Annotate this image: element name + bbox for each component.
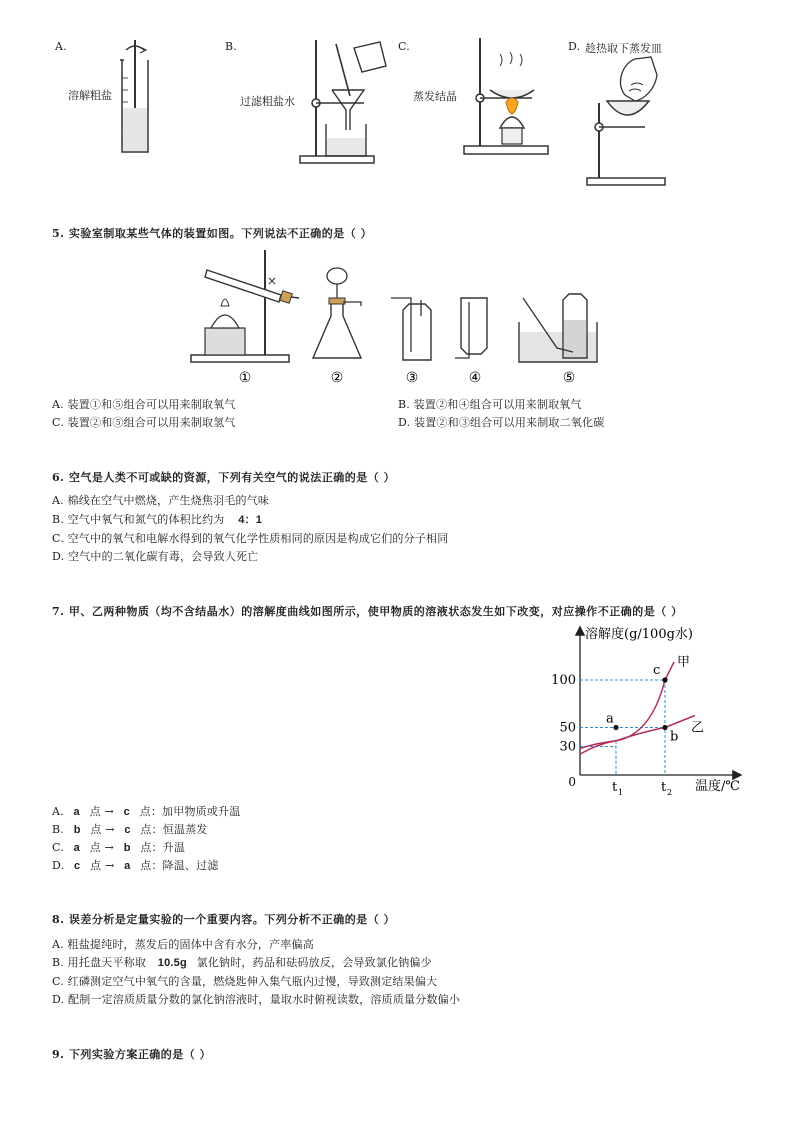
q8-option-c: C. 红磷测定空气中氧气的含量，燃烧匙伸入集气瓶内过慢，导致测定结果偏大 bbox=[52, 975, 438, 988]
q7-option-d-arrow: 点 → bbox=[90, 859, 115, 872]
q8-option-d: D. 配制一定溶质质量分数的氯化钠溶液时，量取水时俯视读数，溶质质量分数偏小 bbox=[52, 993, 461, 1006]
apparatus-label-5: ⑤ bbox=[562, 370, 576, 386]
point-a bbox=[613, 725, 618, 730]
dissolving-figure bbox=[110, 38, 160, 158]
solubility-chart bbox=[545, 620, 750, 800]
point-c bbox=[662, 677, 667, 682]
origin-label: 0 bbox=[568, 775, 576, 789]
q4-option-d-letter: D. bbox=[568, 40, 581, 53]
q4-option-b-letter: B. bbox=[225, 40, 237, 53]
q4-option-d-label: 趁热取下蒸发皿 bbox=[585, 42, 662, 55]
x-tick-sub-t2: 2 bbox=[667, 788, 673, 797]
q7-option-d bbox=[52, 857, 219, 873]
q7-option-b-text: 点：恒温蒸发 bbox=[140, 823, 208, 836]
q8-option-b-suffix: 氯化钠时，药品和砝码放反，会导致氯化钠偏少 bbox=[196, 956, 432, 969]
q4-option-b-label: 过滤粗盐水 bbox=[240, 95, 295, 108]
q5-option-c: C. 装置②和⑤组合可以用来制取氢气 bbox=[52, 416, 236, 429]
point-label-a: a bbox=[606, 711, 614, 727]
apparatus-label-1: ① bbox=[238, 370, 252, 386]
q7-option-c-letter: C. bbox=[52, 841, 64, 854]
x-tick-label-t1: t bbox=[612, 780, 618, 795]
point-b bbox=[662, 725, 667, 730]
q4-option-a-label: 溶解粗盐 bbox=[68, 89, 112, 102]
q7-option-c bbox=[52, 839, 185, 855]
q8-stem: 8. 误差分析是定量实验的一个重要内容。下列分析不正确的是（ ） bbox=[52, 913, 396, 926]
filtration-figure bbox=[298, 38, 398, 166]
q8-option-b-mass: 10.5g bbox=[157, 957, 187, 969]
q7-option-a bbox=[52, 803, 240, 819]
evaporation-figure bbox=[462, 36, 552, 158]
x-tick-label-t2: t bbox=[661, 780, 667, 795]
q7-option-d-text: 点：降温、过滤 bbox=[140, 859, 219, 872]
q7-option-a-from: a bbox=[73, 806, 80, 818]
apparatus-4 bbox=[455, 298, 487, 358]
q7-option-c-from: a bbox=[73, 842, 80, 854]
apparatus-3 bbox=[391, 298, 431, 360]
q7-option-b-from: b bbox=[73, 824, 81, 836]
q5-option-b: B. 装置②和④组合可以用来制取氧气 bbox=[398, 398, 582, 411]
series-label-jia: 甲 bbox=[677, 655, 691, 670]
q7-option-a-letter: A. bbox=[52, 805, 64, 818]
q9-stem: 9. 下列实验方案正确的是（ ） bbox=[52, 1048, 212, 1061]
series-label-yi: 乙 bbox=[691, 720, 705, 736]
q6-option-d: D. 空气中的二氧化碳有毒，会导致人死亡 bbox=[52, 550, 259, 563]
apparatus-5 bbox=[519, 294, 597, 362]
remove-dish-figure bbox=[585, 55, 670, 188]
q6-option-b-ratio: 4：1 bbox=[238, 514, 263, 526]
apparatus-1 bbox=[191, 250, 299, 362]
y-axis-label: 溶解度(g/100g水) bbox=[585, 627, 693, 642]
q8-option-b bbox=[52, 954, 432, 970]
y-tick-label-30: 30 bbox=[559, 739, 576, 755]
y-tick-label-100: 100 bbox=[551, 673, 576, 688]
q4-option-c-label: 蒸发结晶 bbox=[413, 90, 457, 103]
apparatus-label-2: ② bbox=[330, 370, 344, 386]
q7-option-d-to: a bbox=[124, 860, 131, 872]
q7-stem: 7. 甲、乙两种物质（均不含结晶水）的溶解度曲线如图所示，使甲物质的溶液状态发生如下改变，对应操作不正确的是（ ） bbox=[52, 605, 683, 618]
q8-option-a: A. 粗盐提纯时，蒸发后的固体中含有水分，产率偏高 bbox=[52, 938, 314, 951]
point-label-b: b bbox=[670, 729, 679, 745]
apparatus-label-3: ③ bbox=[405, 370, 419, 386]
q6-option-b-text: B. 空气中氧气和氮气的体积比约为 bbox=[52, 513, 225, 526]
apparatus-label-4: ④ bbox=[468, 370, 482, 386]
q7-option-b bbox=[52, 821, 208, 837]
q6-option-c: C. 空气中的氧气和电解水得到的氧气化学性质相同的原因是构成它们的分子相同 bbox=[52, 532, 449, 545]
gas-apparatus-figure bbox=[185, 240, 615, 388]
x-axis-label: 温度/℃ bbox=[695, 779, 740, 794]
q5-option-d: D. 装置②和③组合可以用来制取二氧化碳 bbox=[398, 416, 605, 429]
q7-option-a-text: 点：加甲物质或升温 bbox=[139, 805, 241, 818]
q7-option-b-arrow: 点 → bbox=[90, 823, 115, 836]
point-label-c: c bbox=[653, 663, 661, 678]
q6-stem: 6. 空气是人类不可或缺的资源，下列有关空气的说法正确的是（ ） bbox=[52, 471, 396, 484]
q7-option-c-to: b bbox=[123, 842, 131, 854]
q4-option-a-letter: A. bbox=[55, 40, 67, 53]
q5-option-a: A. 装置①和⑤组合可以用来制取氧气 bbox=[52, 398, 236, 411]
q7-option-b-letter: B. bbox=[52, 823, 64, 836]
q6-option-a: A. 棉线在空气中燃烧，产生烧焦羽毛的气味 bbox=[52, 494, 270, 507]
q7-option-c-text: 点：升温 bbox=[140, 841, 186, 854]
apparatus-2 bbox=[313, 268, 361, 358]
q7-option-a-arrow: 点 → bbox=[89, 805, 114, 818]
q5-stem: 5. 实验室制取某些气体的装置如图。下列说法不正确的是（ ） bbox=[52, 227, 373, 240]
q7-option-c-arrow: 点 → bbox=[89, 841, 114, 854]
q7-option-a-to: c bbox=[123, 806, 130, 818]
q4-option-c-letter: C. bbox=[398, 40, 410, 53]
q7-option-d-letter: D. bbox=[52, 859, 65, 872]
q7-option-b-to: c bbox=[124, 824, 131, 836]
q6-option-b bbox=[52, 511, 262, 527]
y-tick-label-50: 50 bbox=[559, 720, 576, 736]
x-tick-sub-t1: 1 bbox=[618, 788, 624, 797]
q7-option-d-from: c bbox=[74, 860, 81, 872]
q8-option-b-prefix: B. 用托盘天平称取 bbox=[52, 956, 147, 969]
